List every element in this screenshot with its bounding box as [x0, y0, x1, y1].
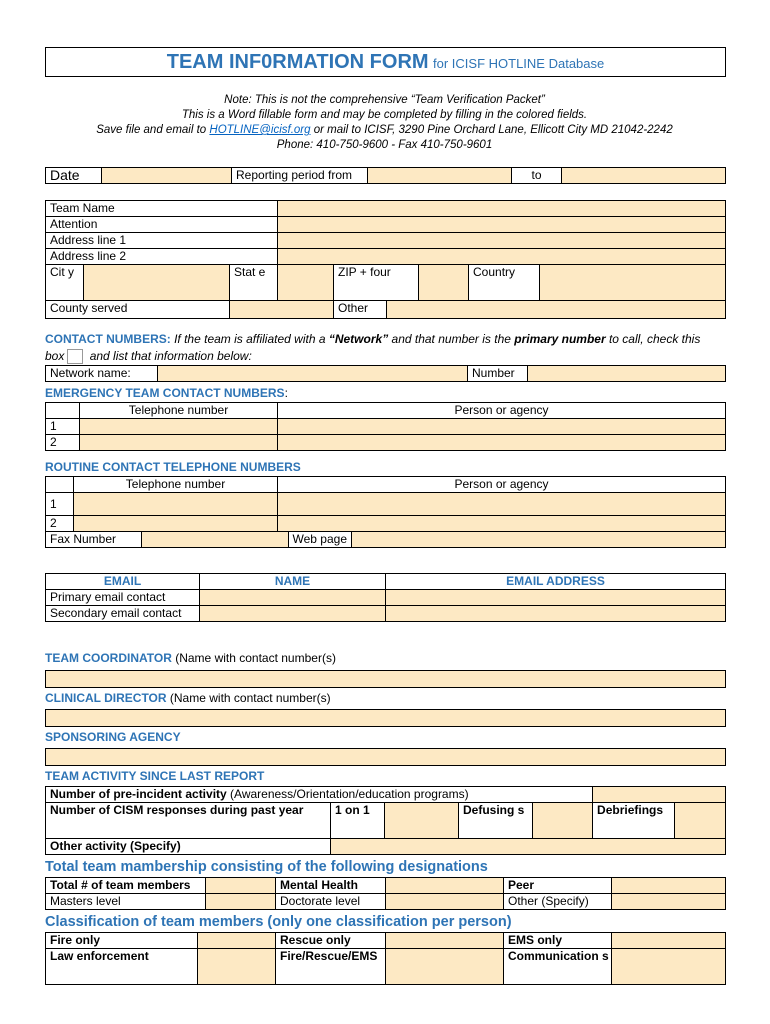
- reporting-period-label: Reporting period from: [232, 168, 368, 184]
- attention-field[interactable]: [278, 217, 726, 233]
- note-line-3: [45, 123, 724, 138]
- preincident-bold: Number of pre-incident activity: [50, 787, 227, 801]
- contact-numbers-note: [45, 331, 725, 365]
- clinical-field[interactable]: [45, 709, 726, 727]
- emergency-person-1[interactable]: [278, 419, 726, 435]
- other-activity-label: Other activity (Specify): [46, 839, 331, 855]
- emergency-colon: :: [284, 386, 288, 400]
- mental-health-field[interactable]: [386, 878, 504, 894]
- fire-rescue-ems-label: Fire/Rescue/EMS: [276, 949, 386, 985]
- form-title: TEAM INF0RMATION FORM: [166, 51, 429, 73]
- doctorate-label: Doctorate level: [276, 894, 386, 910]
- primary-email-address[interactable]: [386, 590, 726, 606]
- box-word: box: [45, 349, 65, 363]
- contact-note-text-2: and that number is the: [388, 332, 515, 346]
- contact-numbers-label: CONTACT NUMBERS:: [45, 332, 171, 346]
- rescue-only-label: Rescue only: [276, 933, 386, 949]
- primary-email-name[interactable]: [200, 590, 386, 606]
- county-field[interactable]: [230, 301, 334, 319]
- emergency-col-person: Person or agency: [278, 403, 726, 419]
- primary-email-label: Primary email contact: [46, 590, 200, 606]
- fire-only-field[interactable]: [198, 933, 276, 949]
- routine-header-blank: [46, 477, 74, 493]
- country-label: Country: [468, 265, 539, 300]
- rescue-only-field[interactable]: [386, 933, 504, 949]
- routine-row-2-num: 2: [46, 516, 74, 532]
- hotline-email-link[interactable]: HOTLINE@icisf.org: [209, 124, 311, 136]
- address2-label: Address line 2: [46, 249, 278, 265]
- law-enforcement-field[interactable]: [198, 949, 276, 985]
- network-number-label: Number: [468, 366, 528, 382]
- communications-field[interactable]: [612, 949, 726, 985]
- emergency-section-title: [45, 386, 288, 400]
- other-cell: [334, 301, 726, 319]
- date-label: Date: [46, 168, 102, 184]
- peer-label: Peer: [504, 878, 612, 894]
- secondary-email-label: Secondary email contact: [46, 606, 200, 622]
- emergency-title-text: EMERGENCY TEAM CONTACT NUMBERS: [45, 386, 285, 400]
- sponsoring-title: SPONSORING AGENCY: [45, 730, 181, 744]
- routine-person-2[interactable]: [278, 516, 726, 532]
- fax-field[interactable]: [142, 532, 289, 547]
- fax-web-cell: [142, 532, 352, 548]
- other-activity-field[interactable]: [331, 839, 726, 855]
- routine-person-1[interactable]: [278, 493, 726, 516]
- routine-col-phone: Telephone number: [74, 477, 278, 493]
- county-label: County served: [46, 301, 230, 319]
- note-line-3-suffix: or mail to ICISF, 3290 Pine Orchard Lane, Ellicott City MD 21042-2242: [310, 124, 673, 136]
- zip-cell: [334, 265, 540, 301]
- emergency-table: [45, 402, 726, 451]
- masters-field[interactable]: [206, 894, 276, 910]
- emergency-col-phone: Telephone number: [80, 403, 278, 419]
- attention-label: Attention: [46, 217, 278, 233]
- address2-field[interactable]: [278, 249, 726, 265]
- emergency-row-1-num: 1: [46, 419, 80, 435]
- doctorate-field[interactable]: [386, 894, 504, 910]
- other-specify-field[interactable]: [612, 894, 726, 910]
- routine-section-title: ROUTINE CONTACT TELEPHONE NUMBERS: [45, 460, 301, 474]
- address1-field[interactable]: [278, 233, 726, 249]
- zip-label: ZIP + four: [334, 265, 419, 300]
- state-field[interactable]: [278, 265, 334, 301]
- mental-health-label: Mental Health: [276, 878, 386, 894]
- note-line-1: Note: This is not the comprehensive “Team Verification Packet”: [224, 94, 545, 106]
- clinical-label: CLINICAL DIRECTOR: [45, 691, 167, 705]
- emergency-person-2[interactable]: [278, 435, 726, 451]
- email-table: [45, 573, 726, 622]
- peer-field[interactable]: [612, 878, 726, 894]
- preincident-field[interactable]: [593, 787, 726, 803]
- form-subtitle: for ICISF HOTLINE Database: [433, 56, 605, 71]
- fire-only-label: Fire only: [46, 933, 198, 949]
- network-name-label: Network name:: [46, 366, 158, 382]
- period-from-field[interactable]: [368, 168, 512, 184]
- emergency-row-2-num: 2: [46, 435, 80, 451]
- instructions: [45, 93, 724, 153]
- ems-only-label: EMS only: [504, 933, 612, 949]
- clinical-note: (Name with contact number(s): [166, 691, 331, 705]
- routine-phone-2[interactable]: [74, 516, 278, 532]
- contact-note-text-4: and list that information below:: [86, 349, 252, 363]
- secondary-email-address[interactable]: [386, 606, 726, 622]
- preincident-note: (Awareness/Orientation/education programs): [226, 787, 469, 801]
- web-label: Web page: [292, 532, 347, 546]
- routine-phone-1[interactable]: [74, 493, 278, 516]
- contact-note-text-1: If the team is affiliated with a: [170, 332, 329, 346]
- country-field[interactable]: [540, 265, 726, 301]
- date-table: [45, 167, 726, 184]
- network-number-field[interactable]: [528, 366, 726, 382]
- city-field[interactable]: [84, 265, 230, 301]
- coordinator-label: TEAM COORDINATOR: [45, 651, 172, 665]
- network-name-field[interactable]: [158, 366, 468, 382]
- masters-label: Masters level: [46, 894, 206, 910]
- network-primary-checkbox[interactable]: [67, 349, 83, 364]
- defusings-label: Defusing s: [459, 803, 533, 839]
- sponsoring-field[interactable]: [45, 748, 726, 766]
- coordinator-field[interactable]: [45, 670, 726, 688]
- classification-title: Classification of team members (only one classification per person): [45, 914, 512, 930]
- other-label: Other: [334, 301, 387, 318]
- other-field[interactable]: [387, 301, 725, 318]
- team-name-field[interactable]: [278, 201, 726, 217]
- date-field[interactable]: [102, 168, 232, 184]
- preincident-label: [46, 787, 593, 803]
- cism-label: Number of CISM responses during past year: [46, 803, 331, 839]
- team-info-table: [45, 200, 726, 319]
- activity-table: [45, 786, 726, 855]
- primary-number-bold: primary number: [514, 332, 606, 346]
- ems-only-field[interactable]: [612, 933, 726, 949]
- fire-rescue-ems-field[interactable]: [386, 949, 504, 985]
- debriefings-label: Debriefings: [593, 803, 675, 839]
- name-col-header: NAME: [200, 574, 386, 590]
- note-line-4: Phone: 410-750-9600 - Fax 410-750-9601: [276, 139, 493, 151]
- network-table: [45, 365, 726, 382]
- routine-col-person: Person or agency: [278, 477, 726, 493]
- total-members-field[interactable]: [206, 878, 276, 894]
- contact-note-text-3: to call, check this: [605, 332, 701, 346]
- period-to-field[interactable]: [562, 168, 726, 184]
- debriefings-field[interactable]: [675, 803, 726, 839]
- address1-label: Address line 1: [46, 233, 278, 249]
- coordinator-note: (Name with contact number(s): [171, 651, 336, 665]
- defusings-field[interactable]: [533, 803, 593, 839]
- communications-label: Communication s: [504, 949, 612, 985]
- city-label: Cit y: [46, 265, 84, 301]
- membership-title: Total team mambership consisting of the following designations: [45, 859, 488, 875]
- email-address-col-header: EMAIL ADDRESS: [386, 574, 726, 590]
- law-enforcement-label: Law enforcement: [46, 949, 198, 985]
- membership-table: [45, 877, 726, 910]
- note-line-2: This is a Word fillable form and may be completed by filling in the colored fields.: [181, 109, 588, 121]
- web-field[interactable]: [352, 532, 726, 548]
- note-line-3-prefix: Save file and email to: [96, 124, 210, 136]
- other-specify-label: Other (Specify): [504, 894, 612, 910]
- coordinator-title: [45, 651, 336, 665]
- network-quoted: “Network”: [328, 332, 389, 346]
- one-on-one-label: 1 on 1: [331, 803, 385, 839]
- routine-row-1-num: 1: [46, 493, 74, 516]
- form-title-box: [45, 47, 726, 77]
- state-label: Stat e: [230, 265, 278, 301]
- zip-field[interactable]: [419, 265, 468, 300]
- activity-title: TEAM ACTIVITY SINCE LAST REPORT: [45, 769, 265, 783]
- secondary-email-name[interactable]: [200, 606, 386, 622]
- classification-table: [45, 932, 726, 985]
- fax-label: Fax Number: [46, 532, 142, 548]
- emergency-phone-1[interactable]: [80, 419, 278, 435]
- email-col-header: EMAIL: [46, 574, 200, 590]
- emergency-header-blank: [46, 403, 80, 419]
- one-on-one-field[interactable]: [385, 803, 459, 839]
- emergency-phone-2[interactable]: [80, 435, 278, 451]
- routine-table: [45, 476, 726, 548]
- total-members-label: Total # of team members: [46, 878, 206, 894]
- to-label: to: [512, 168, 562, 184]
- team-name-label: Team Name: [46, 201, 278, 217]
- clinical-title: [45, 691, 331, 705]
